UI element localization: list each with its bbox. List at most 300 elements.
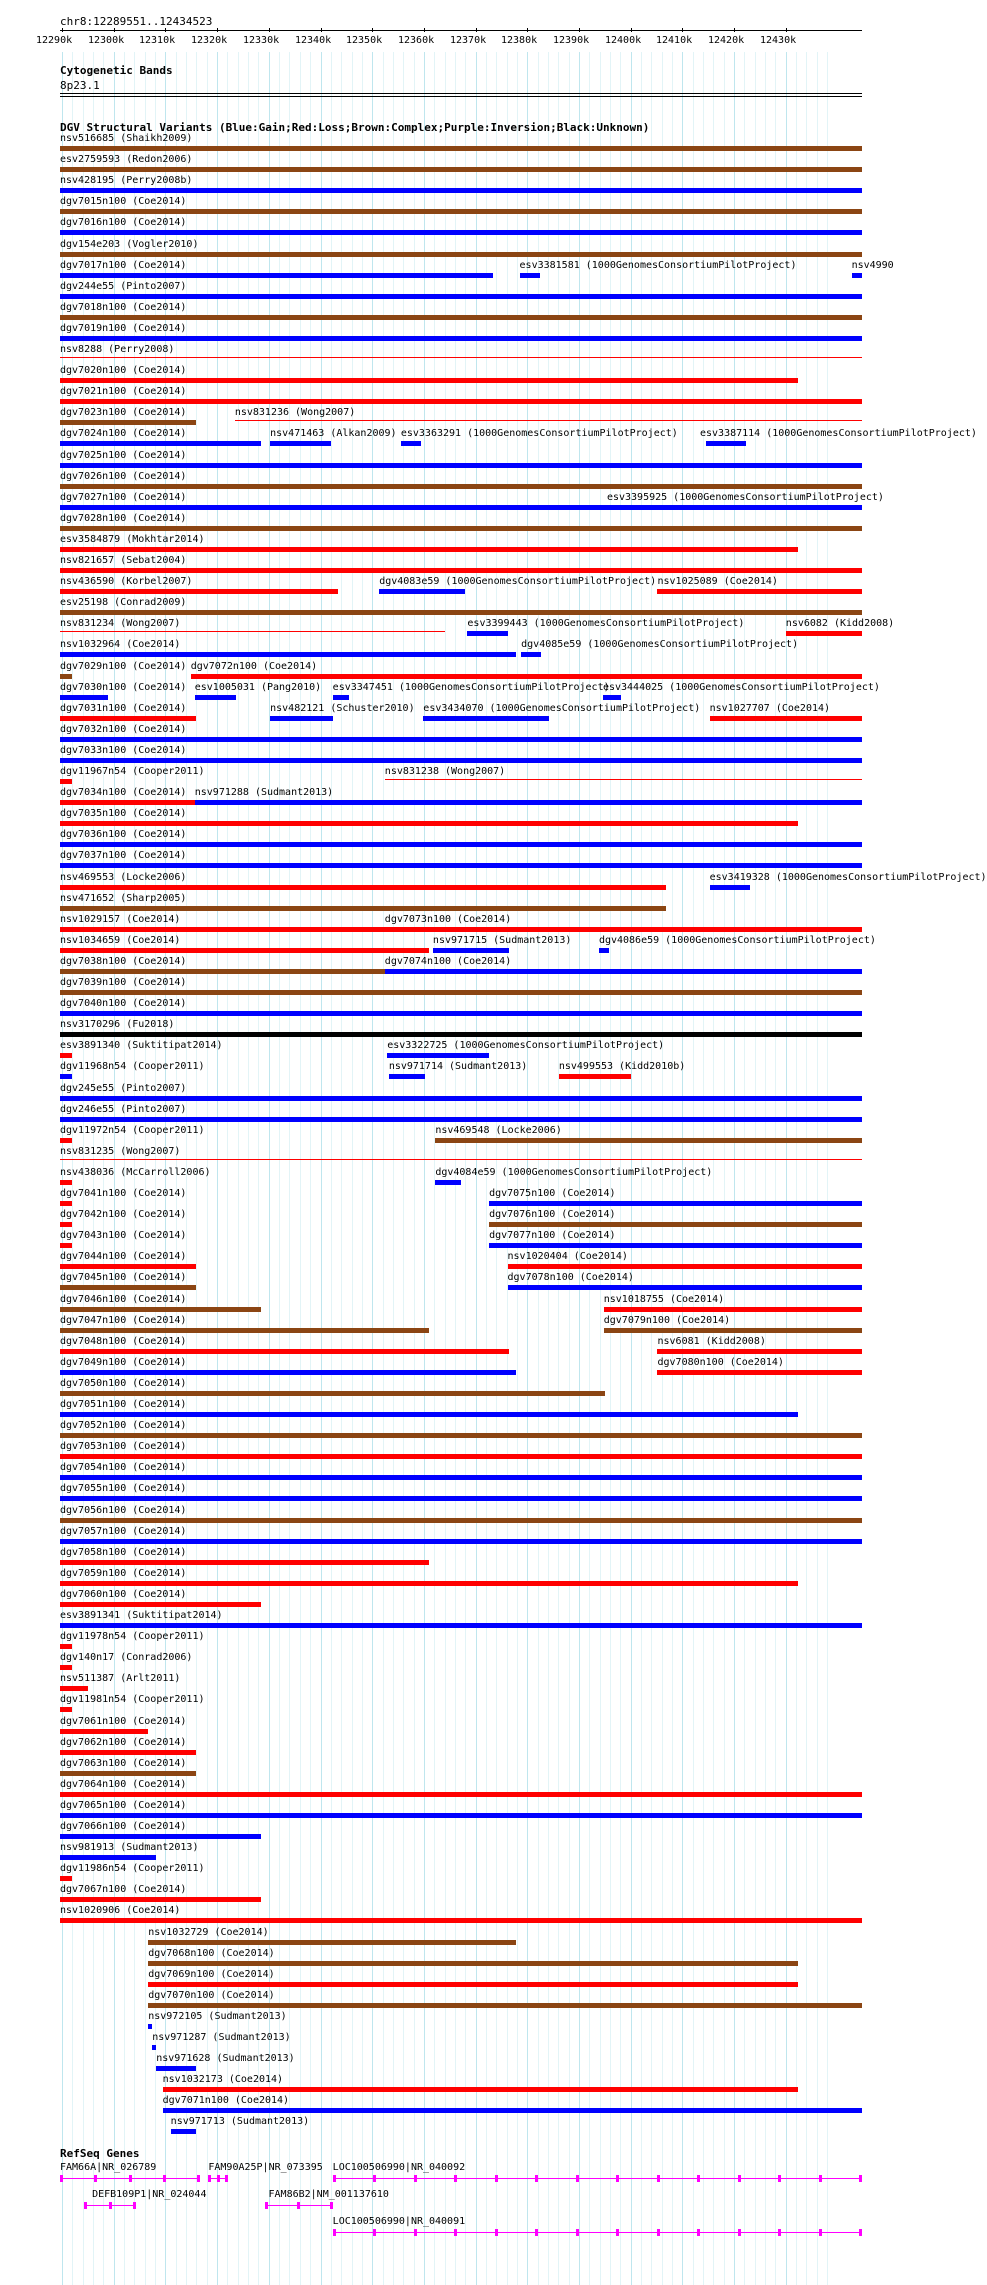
dgv-feature-bar[interactable]: [508, 1264, 862, 1269]
dgv-feature-label[interactable]: dgv7025n100 (Coe2014): [60, 449, 187, 461]
dgv-feature-bar[interactable]: [60, 1560, 429, 1565]
dgv-feature-label[interactable]: dgv7064n100 (Coe2014): [60, 1778, 187, 1790]
dgv-feature-bar[interactable]: [60, 336, 862, 341]
refseq-gene-exon: [576, 2175, 579, 2182]
dgv-feature-label[interactable]: dgv7031n100 (Coe2014): [60, 702, 187, 714]
dgv-feature-bar[interactable]: [60, 294, 862, 299]
dgv-feature-bar[interactable]: [60, 1011, 862, 1016]
dgv-feature-bar[interactable]: [191, 674, 862, 679]
dgv-feature-label[interactable]: dgv7041n100 (Coe2014): [60, 1188, 187, 1199]
dgv-feature-label[interactable]: dgv7072n100 (Coe2014): [190, 660, 318, 672]
dgv-feature-label[interactable]: nsv971628 (Sudmant2013): [156, 2053, 295, 2065]
dgv-feature-label[interactable]: dgv7050n100 (Coe2014): [60, 1377, 187, 1389]
dgv-feature-bar[interactable]: [60, 1349, 509, 1354]
dgv-feature-bar[interactable]: [60, 505, 862, 510]
refseq-gene-exon: [535, 2175, 538, 2182]
dgv-feature-label[interactable]: nsv469553 (Locke2006): [60, 871, 187, 883]
dgv-feature-bar[interactable]: [60, 1243, 72, 1248]
dgv-feature-label[interactable]: dgv7030n100 (Coe2014): [60, 681, 187, 693]
dgv-feature-bar[interactable]: [607, 505, 629, 510]
grid-line: [331, 52, 332, 2285]
dgv-feature-label[interactable]: nsv971713 (Sudmant2013): [170, 2116, 310, 2128]
refseq-gene-exon: [330, 2202, 333, 2209]
dgv-feature-bar[interactable]: [60, 463, 862, 468]
dgv-feature-bar[interactable]: [433, 948, 509, 953]
dgv-feature-label[interactable]: esv2759593 (Redon2006): [60, 154, 193, 166]
dgv-feature-label[interactable]: dgv7048n100 (Coe2014): [60, 1335, 187, 1347]
refseq-gene-intron[interactable]: [333, 2178, 862, 2179]
dgv-feature-bar[interactable]: [60, 399, 862, 404]
dgv-feature-label[interactable]: dgv7038n100 (Coe2014): [60, 955, 187, 967]
dgv-feature-bar[interactable]: [489, 1243, 862, 1248]
dgv-feature-bar[interactable]: [163, 2108, 862, 2113]
dgv-feature-bar[interactable]: [60, 1686, 88, 1691]
dgv-feature-label[interactable]: dgv7039n100 (Coe2014): [60, 977, 187, 988]
refseq-gene-intron[interactable]: [333, 2232, 862, 2233]
dgv-feature-label[interactable]: nsv436590 (Korbel2007): [60, 576, 193, 588]
dgv-feature-bar[interactable]: [60, 906, 666, 911]
refseq-gene-label[interactable]: FAM90A25P|NR_073395: [208, 2162, 323, 2173]
dgv-feature-label[interactable]: dgv7055n100 (Coe2014): [60, 1483, 187, 1495]
dgv-feature-bar[interactable]: [385, 927, 862, 932]
dgv-feature-bar[interactable]: [60, 1792, 862, 1797]
dgv-feature-bar[interactable]: [60, 800, 196, 805]
dgv-feature-label[interactable]: dgv7020n100 (Coe2014): [60, 365, 187, 377]
dgv-feature-bar[interactable]: [489, 1201, 862, 1206]
ruler-tick: [424, 28, 425, 32]
dgv-feature-bar[interactable]: [604, 1328, 862, 1333]
dgv-feature-label[interactable]: esv3347451 (1000GenomesConsortiumPilotProject): [332, 681, 610, 693]
dgv-feature-bar[interactable]: [60, 209, 862, 214]
dgv-feature-bar[interactable]: [60, 863, 862, 868]
dgv-feature-bar[interactable]: [60, 1032, 862, 1037]
cytoband-track-title[interactable]: Cytogenetic Bands: [60, 64, 173, 77]
dgv-feature-label[interactable]: esv3381581 (1000GenomesConsortiumPilotProject): [519, 259, 797, 271]
dgv-feature-label[interactable]: dgv7070n100 (Coe2014): [148, 1989, 275, 2001]
dgv-feature-bar[interactable]: [710, 885, 750, 890]
dgv-feature-bar[interactable]: [60, 716, 196, 721]
dgv-feature-bar[interactable]: [60, 1539, 862, 1544]
dgv-track-title[interactable]: DGV Structural Variants (Blue:Gain;Red:Loss;Brown:Complex;Purple:Inversion;Black:Unknown): [60, 121, 650, 134]
dgv-feature-bar[interactable]: [60, 1855, 156, 1860]
dgv-feature-bar[interactable]: [657, 1370, 862, 1375]
dgv-feature-bar[interactable]: [435, 1180, 461, 1185]
dgv-feature-label[interactable]: dgv7060n100 (Coe2014): [60, 1588, 187, 1600]
ruler-tick: [631, 28, 632, 32]
dgv-feature-bar[interactable]: [60, 1201, 72, 1206]
dgv-feature-bar[interactable]: [657, 1349, 862, 1354]
dgv-feature-label[interactable]: dgv154e203 (Vogler2010): [60, 238, 199, 250]
dgv-feature-label[interactable]: dgv11967n54 (Cooper2011): [60, 766, 205, 777]
refseq-gene-label[interactable]: FAM66A|NR_026789: [60, 2162, 157, 2173]
dgv-feature-label[interactable]: nsv471652 (Sharp2005): [60, 892, 187, 904]
dgv-feature-label[interactable]: esv3434070 (1000GenomesConsortiumPilotProject): [423, 702, 701, 714]
dgv-feature-bar[interactable]: [60, 420, 196, 425]
dgv-feature-bar[interactable]: [195, 695, 237, 700]
dgv-feature-label[interactable]: nsv3170296 (Fu2018): [60, 1019, 175, 1031]
dgv-feature-bar[interactable]: [270, 716, 333, 721]
dgv-feature-label[interactable]: dgv4085e59 (1000GenomesConsortiumPilotProject): [521, 639, 799, 651]
dgv-feature-bar[interactable]: [603, 695, 621, 700]
dgv-feature-label[interactable]: nsv1034659 (Coe2014): [60, 934, 181, 946]
dgv-feature-label[interactable]: dgv7029n100 (Coe2014): [60, 660, 187, 672]
dgv-feature-bar[interactable]: [60, 737, 862, 742]
dgv-feature-label[interactable]: dgv7033n100 (Coe2014): [60, 744, 187, 756]
dgv-feature-bar[interactable]: [60, 1370, 516, 1375]
dgv-feature-label[interactable]: nsv831234 (Wong2007): [60, 618, 181, 630]
refseq-gene-exon: [297, 2202, 300, 2209]
dgv-feature-bar[interactable]: [270, 441, 331, 446]
dgv-feature-bar[interactable]: [60, 990, 862, 995]
dgv-feature-bar[interactable]: [60, 1518, 862, 1523]
dgv-feature-bar[interactable]: [60, 885, 666, 890]
dgv-feature-label[interactable]: dgv244e55 (Pinto2007): [60, 280, 187, 292]
dgv-feature-bar[interactable]: [60, 378, 798, 383]
dgv-feature-label[interactable]: dgv7073n100 (Coe2014): [384, 913, 512, 925]
dgv-feature-label[interactable]: dgv11972n54 (Cooper2011): [60, 1124, 205, 1136]
dgv-feature-label[interactable]: esv1005031 (Pang2010): [194, 681, 322, 693]
dgv-feature-bar[interactable]: [60, 1159, 862, 1160]
dgv-feature-label[interactable]: dgv7068n100 (Coe2014): [148, 1947, 275, 1959]
refseq-gene-exon: [819, 2175, 822, 2182]
dgv-feature-label[interactable]: nsv981913 (Sudmant2013): [60, 1842, 199, 1854]
dgv-feature-label[interactable]: dgv11978n54 (Cooper2011): [60, 1631, 205, 1643]
dgv-feature-label[interactable]: nsv8288 (Perry2008): [60, 344, 175, 355]
dgv-feature-label[interactable]: esv3395925 (1000GenomesConsortiumPilotProject): [606, 491, 884, 503]
dgv-feature-label[interactable]: nsv831236 (Wong2007): [234, 407, 356, 419]
ruler-tick: [269, 28, 270, 32]
dgv-feature-bar[interactable]: [60, 568, 862, 573]
dgv-feature-label[interactable]: dgv7023n100 (Coe2014): [60, 407, 187, 419]
dgv-feature-label[interactable]: dgv7046n100 (Coe2014): [60, 1293, 187, 1305]
dgv-feature-label[interactable]: dgv11968n54 (Cooper2011): [60, 1061, 205, 1073]
dgv-feature-bar[interactable]: [60, 1918, 862, 1923]
dgv-feature-bar[interactable]: [710, 716, 862, 721]
dgv-feature-label[interactable]: dgv7045n100 (Coe2014): [60, 1272, 187, 1284]
dgv-feature-label[interactable]: nsv1032729 (Coe2014): [148, 1926, 269, 1938]
dgv-feature-bar[interactable]: [60, 695, 108, 700]
dgv-feature-bar[interactable]: [60, 1644, 72, 1649]
dgv-feature-bar[interactable]: [60, 758, 862, 763]
dgv-feature-label[interactable]: nsv1032964 (Coe2014): [60, 639, 181, 651]
dgv-feature-label[interactable]: nsv831238 (Wong2007): [384, 766, 506, 777]
dgv-feature-bar[interactable]: [60, 1391, 605, 1396]
dgv-feature-bar[interactable]: [60, 1328, 429, 1333]
dgv-feature-bar[interactable]: [60, 1138, 72, 1143]
dgv-feature-bar[interactable]: [60, 1264, 196, 1269]
dgv-feature-bar[interactable]: [60, 631, 445, 632]
dgv-feature-label[interactable]: dgv7059n100 (Coe2014): [60, 1567, 187, 1579]
dgv-feature-bar[interactable]: [60, 1307, 261, 1312]
dgv-feature-bar[interactable]: [520, 273, 540, 278]
refseq-gene-label[interactable]: LOC100506990|NR_040091: [332, 2216, 466, 2227]
dgv-feature-label[interactable]: dgv7067n100 (Coe2014): [60, 1884, 187, 1896]
refseq-gene-label[interactable]: FAM86B2|NM_001137610: [268, 2189, 389, 2200]
dgv-feature-bar[interactable]: [786, 631, 862, 636]
dgv-feature-bar[interactable]: [706, 441, 746, 446]
dgv-feature-label[interactable]: dgv7027n100 (Coe2014): [60, 491, 187, 503]
dgv-feature-bar[interactable]: [60, 146, 862, 151]
refseq-gene-exon: [535, 2229, 538, 2236]
dgv-feature-label[interactable]: dgv7037n100 (Coe2014): [60, 850, 187, 862]
dgv-feature-bar[interactable]: [60, 589, 338, 594]
dgv-feature-label[interactable]: dgv7057n100 (Coe2014): [60, 1525, 187, 1537]
dgv-feature-label[interactable]: dgv7074n100 (Coe2014): [384, 955, 512, 967]
dgv-feature-label[interactable]: dgv7042n100 (Coe2014): [60, 1209, 187, 1221]
dgv-feature-bar[interactable]: [60, 610, 862, 615]
dgv-feature-label[interactable]: dgv7032n100 (Coe2014): [60, 723, 187, 735]
dgv-feature-label[interactable]: dgv7043n100 (Coe2014): [60, 1230, 187, 1242]
dgv-feature-label[interactable]: nsv821657 (Sebat2004): [60, 555, 187, 566]
dgv-feature-label[interactable]: dgv7052n100 (Coe2014): [60, 1420, 187, 1432]
dgv-feature-bar[interactable]: [559, 1074, 631, 1079]
dgv-feature-label[interactable]: dgv7015n100 (Coe2014): [60, 196, 187, 208]
dgv-feature-bar[interactable]: [385, 969, 862, 974]
dgv-feature-label[interactable]: dgv7028n100 (Coe2014): [60, 512, 187, 524]
dgv-feature-bar[interactable]: [60, 1433, 862, 1438]
dgv-feature-bar[interactable]: [389, 1074, 425, 1079]
dgv-feature-bar[interactable]: [60, 779, 72, 784]
dgv-feature-bar[interactable]: [148, 1961, 798, 1966]
dgv-feature-label[interactable]: dgv245e55 (Pinto2007): [60, 1082, 187, 1094]
dgv-feature-bar[interactable]: [60, 252, 862, 257]
refseq-track-title[interactable]: RefSeq Genes: [60, 2147, 140, 2160]
dgv-feature-label[interactable]: nsv1020404 (Coe2014): [507, 1251, 628, 1263]
dgv-feature-label[interactable]: dgv7065n100 (Coe2014): [60, 1799, 187, 1811]
dgv-feature-label[interactable]: nsv469548 (Locke2006): [435, 1124, 562, 1136]
dgv-feature-label[interactable]: dgv246e55 (Pinto2007): [60, 1103, 187, 1115]
dgv-feature-label[interactable]: dgv7062n100 (Coe2014): [60, 1736, 187, 1748]
grid-line: [300, 52, 301, 2285]
refseq-gene-exon: [616, 2229, 619, 2236]
dgv-feature-label[interactable]: nsv971287 (Sudmant2013): [152, 2032, 291, 2043]
dgv-feature-label[interactable]: dgv7063n100 (Coe2014): [60, 1757, 187, 1769]
refseq-gene-exon: [94, 2175, 97, 2182]
dgv-feature-bar[interactable]: [60, 1834, 261, 1839]
dgv-feature-label[interactable]: esv3419328 (1000GenomesConsortiumPilotProject): [709, 871, 987, 883]
dgv-feature-bar[interactable]: [387, 1053, 489, 1058]
dgv-feature-label[interactable]: nsv1018755 (Coe2014): [603, 1293, 725, 1305]
dgv-feature-bar[interactable]: [385, 779, 862, 780]
dgv-feature-label[interactable]: nsv1025089 (Coe2014): [657, 576, 778, 588]
dgv-feature-bar[interactable]: [489, 1222, 862, 1227]
dgv-feature-label[interactable]: dgv7080n100 (Coe2014): [657, 1356, 784, 1368]
dgv-feature-label[interactable]: nsv6081 (Kidd2008): [657, 1335, 766, 1347]
dgv-feature-bar[interactable]: [156, 2066, 196, 2071]
dgv-feature-label[interactable]: esv3891341 (Suktitipat2014): [60, 1610, 223, 1621]
dgv-feature-label[interactable]: nsv831235 (Wong2007): [60, 1145, 181, 1157]
dgv-feature-bar[interactable]: [60, 1454, 862, 1459]
dgv-feature-bar[interactable]: [60, 927, 385, 932]
dgv-feature-bar[interactable]: [401, 441, 421, 446]
dgv-feature-bar[interactable]: [60, 1750, 196, 1755]
dgv-feature-bar[interactable]: [599, 948, 609, 953]
dgv-feature-label[interactable]: dgv7078n100 (Coe2014): [507, 1272, 634, 1284]
dgv-feature-label[interactable]: dgv4084e59 (1000GenomesConsortiumPilotProject): [435, 1166, 713, 1178]
dgv-feature-bar[interactable]: [60, 315, 862, 320]
dgv-feature-label[interactable]: dgv7018n100 (Coe2014): [60, 301, 187, 313]
dgv-feature-bar[interactable]: [60, 167, 862, 172]
dgv-feature-bar[interactable]: [333, 695, 349, 700]
dgv-feature-bar[interactable]: [60, 821, 798, 826]
dgv-feature-label[interactable]: esv25198 (Conrad2009): [60, 597, 187, 609]
dgv-feature-label[interactable]: nsv482121 (Schuster2010): [270, 702, 415, 714]
dgv-feature-label[interactable]: dgv7075n100 (Coe2014): [489, 1188, 616, 1199]
dgv-feature-bar[interactable]: [60, 1729, 148, 1734]
dgv-feature-bar[interactable]: [163, 2087, 798, 2092]
dgv-feature-label[interactable]: dgv7051n100 (Coe2014): [60, 1399, 187, 1410]
dgv-feature-bar[interactable]: [60, 1117, 862, 1122]
dgv-feature-label[interactable]: dgv7035n100 (Coe2014): [60, 808, 187, 820]
dgv-feature-bar[interactable]: [60, 441, 261, 446]
dgv-feature-bar[interactable]: [148, 2003, 862, 2008]
dgv-feature-bar[interactable]: [152, 2045, 156, 2050]
dgv-feature-bar[interactable]: [60, 969, 385, 974]
dgv-feature-label[interactable]: dgv7049n100 (Coe2014): [60, 1356, 187, 1368]
dgv-feature-label[interactable]: esv3387114 (1000GenomesConsortiumPilotProject): [699, 428, 977, 440]
dgv-feature-label[interactable]: esv3444025 (1000GenomesConsortiumPilotProject): [602, 681, 880, 693]
dgv-feature-bar[interactable]: [852, 273, 862, 278]
dgv-feature-label[interactable]: dgv7040n100 (Coe2014): [60, 998, 187, 1010]
dgv-feature-bar[interactable]: [467, 631, 507, 636]
dgv-feature-label[interactable]: dgv7071n100 (Coe2014): [162, 2095, 290, 2107]
dgv-feature-label[interactable]: dgv7044n100 (Coe2014): [60, 1251, 187, 1263]
dgv-feature-label[interactable]: dgv11981n54 (Cooper2011): [60, 1694, 205, 1706]
dgv-feature-label[interactable]: dgv7016n100 (Coe2014): [60, 217, 187, 229]
dgv-feature-bar[interactable]: [60, 1581, 798, 1586]
dgv-feature-bar[interactable]: [60, 1496, 862, 1501]
dgv-feature-label[interactable]: dgv7024n100 (Coe2014): [60, 428, 187, 440]
dgv-feature-bar[interactable]: [60, 1665, 72, 1670]
dgv-feature-label[interactable]: dgv11986n54 (Cooper2011): [60, 1863, 205, 1875]
dgv-feature-label[interactable]: esv3891340 (Suktitipat2014): [60, 1040, 223, 1052]
dgv-feature-bar[interactable]: [604, 1307, 862, 1312]
dgv-feature-label[interactable]: dgv7077n100 (Coe2014): [489, 1230, 616, 1242]
dgv-feature-bar[interactable]: [60, 652, 516, 657]
ruler-label: 12360k: [398, 35, 435, 46]
dgv-feature-bar[interactable]: [60, 1475, 862, 1480]
refseq-gene-exon: [414, 2229, 417, 2236]
dgv-feature-label[interactable]: nsv972105 (Sudmant2013): [148, 2010, 287, 2022]
dgv-feature-label[interactable]: nsv516685 (Shaikh2009): [60, 133, 193, 144]
dgv-feature-label[interactable]: dgv7021n100 (Coe2014): [60, 386, 187, 398]
dgv-feature-bar[interactable]: [60, 1707, 72, 1712]
dgv-feature-bar[interactable]: [60, 1876, 72, 1881]
dgv-feature-bar[interactable]: [171, 2129, 197, 2134]
dgv-feature-label[interactable]: nsv1020906 (Coe2014): [60, 1905, 181, 1917]
dgv-feature-label[interactable]: nsv428195 (Perry2008b): [60, 175, 193, 187]
dgv-feature-label[interactable]: nsv1032173 (Coe2014): [162, 2074, 284, 2086]
dgv-feature-label[interactable]: dgv7017n100 (Coe2014): [60, 259, 187, 271]
dgv-feature-bar[interactable]: [60, 948, 429, 953]
dgv-feature-label[interactable]: nsv471463 (Alkan2009): [270, 428, 397, 440]
dgv-feature-label[interactable]: dgv4086e59 (1000GenomesConsortiumPilotProject): [598, 934, 876, 946]
dgv-feature-label[interactable]: dgv7036n100 (Coe2014): [60, 829, 187, 841]
dgv-feature-label[interactable]: dgv7076n100 (Coe2014): [489, 1209, 616, 1221]
grid-line: [403, 52, 404, 2285]
dgv-feature-bar[interactable]: [148, 2024, 152, 2029]
dgv-feature-bar[interactable]: [60, 674, 72, 679]
dgv-feature-label[interactable]: nsv499553 (Kidd2010b): [558, 1061, 686, 1073]
dgv-feature-label[interactable]: esv3584879 (Mokhtar2014): [60, 533, 205, 545]
dgv-feature-label[interactable]: nsv971288 (Sudmant2013): [194, 787, 334, 799]
dgv-feature-bar[interactable]: [60, 1285, 196, 1290]
dgv-feature-label[interactable]: esv3399443 (1000GenomesConsortiumPilotProject): [467, 618, 745, 630]
dgv-feature-label[interactable]: dgv4083e59 (1000GenomesConsortiumPilotProject): [379, 576, 657, 588]
dgv-feature-bar[interactable]: [435, 1138, 862, 1143]
grid-line: [744, 52, 745, 2285]
dgv-feature-label[interactable]: nsv438036 (McCarroll2006): [60, 1166, 211, 1178]
dgv-feature-label[interactable]: dgv140n17 (Conrad2006): [60, 1652, 193, 1664]
dgv-feature-label[interactable]: nsv511387 (Arlt2011): [60, 1673, 181, 1685]
dgv-feature-bar[interactable]: [60, 1602, 261, 1607]
dgv-feature-label[interactable]: dgv7058n100 (Coe2014): [60, 1546, 187, 1558]
dgv-feature-label[interactable]: dgv7079n100 (Coe2014): [603, 1314, 731, 1326]
dgv-feature-bar[interactable]: [60, 1771, 196, 1776]
dgv-feature-bar[interactable]: [60, 230, 862, 235]
dgv-feature-bar[interactable]: [60, 547, 798, 552]
refseq-gene-label[interactable]: DEFB109P1|NR_024044: [92, 2189, 207, 2200]
dgv-feature-bar[interactable]: [657, 589, 862, 594]
dgv-feature-label[interactable]: dgv7054n100 (Coe2014): [60, 1462, 187, 1474]
dgv-feature-bar[interactable]: [423, 716, 549, 721]
dgv-feature-label[interactable]: dgv7053n100 (Coe2014): [60, 1441, 187, 1453]
dgv-feature-bar[interactable]: [195, 800, 862, 805]
dgv-feature-bar[interactable]: [148, 1940, 515, 1945]
dgv-feature-label[interactable]: nsv1027707 (Coe2014): [709, 702, 831, 714]
dgv-feature-bar[interactable]: [60, 484, 862, 489]
refseq-gene-label[interactable]: LOC100506990|NR_040092: [332, 2162, 466, 2173]
dgv-feature-label[interactable]: dgv7066n100 (Coe2014): [60, 1821, 187, 1832]
dgv-feature-bar[interactable]: [60, 1813, 862, 1818]
dgv-feature-bar[interactable]: [60, 1180, 72, 1185]
dgv-feature-bar[interactable]: [60, 842, 862, 847]
dgv-feature-label[interactable]: esv3363291 (1000GenomesConsortiumPilotProject): [400, 428, 678, 440]
dgv-feature-bar[interactable]: [148, 1982, 798, 1987]
dgv-feature-label[interactable]: dgv7026n100 (Coe2014): [60, 470, 187, 482]
dgv-feature-bar[interactable]: [60, 1222, 72, 1227]
dgv-feature-bar[interactable]: [60, 1053, 72, 1058]
dgv-feature-bar[interactable]: [60, 1096, 862, 1101]
dgv-feature-label[interactable]: dgv7061n100 (Coe2014): [60, 1715, 187, 1727]
dgv-feature-bar[interactable]: [60, 273, 493, 278]
dgv-feature-label[interactable]: dgv7019n100 (Coe2014): [60, 322, 187, 334]
dgv-feature-bar[interactable]: [521, 652, 541, 657]
dgv-feature-label[interactable]: nsv971715 (Sudmant2013): [432, 934, 572, 946]
dgv-feature-label[interactable]: dgv7069n100 (Coe2014): [148, 1968, 275, 1980]
dgv-feature-bar[interactable]: [508, 1285, 862, 1290]
refseq-gene-exon: [495, 2175, 498, 2182]
dgv-feature-bar[interactable]: [60, 188, 862, 193]
dgv-feature-label[interactable]: esv3322725 (1000GenomesConsortiumPilotProject): [387, 1040, 665, 1052]
dgv-feature-bar[interactable]: [60, 1897, 261, 1902]
dgv-feature-bar[interactable]: [235, 420, 862, 421]
dgv-feature-label[interactable]: nsv6082 (Kidd2008): [785, 618, 895, 630]
dgv-feature-bar[interactable]: [60, 1074, 72, 1079]
dgv-feature-label[interactable]: dgv7034n100 (Coe2014): [60, 787, 187, 799]
refseq-gene-exon: [738, 2175, 741, 2182]
dgv-feature-bar[interactable]: [60, 357, 862, 358]
dgv-feature-bar[interactable]: [60, 1412, 798, 1417]
dgv-feature-label[interactable]: dgv7056n100 (Coe2014): [60, 1504, 187, 1516]
dgv-feature-bar[interactable]: [379, 589, 465, 594]
dgv-feature-label[interactable]: nsv971714 (Sudmant2013): [388, 1061, 528, 1073]
dgv-feature-label[interactable]: dgv7047n100 (Coe2014): [60, 1314, 187, 1326]
dgv-feature-label[interactable]: nsv4990: [851, 259, 894, 271]
dgv-feature-bar[interactable]: [60, 526, 862, 531]
dgv-feature-bar[interactable]: [60, 1623, 862, 1628]
dgv-feature-label[interactable]: nsv1029157 (Coe2014): [60, 913, 181, 925]
